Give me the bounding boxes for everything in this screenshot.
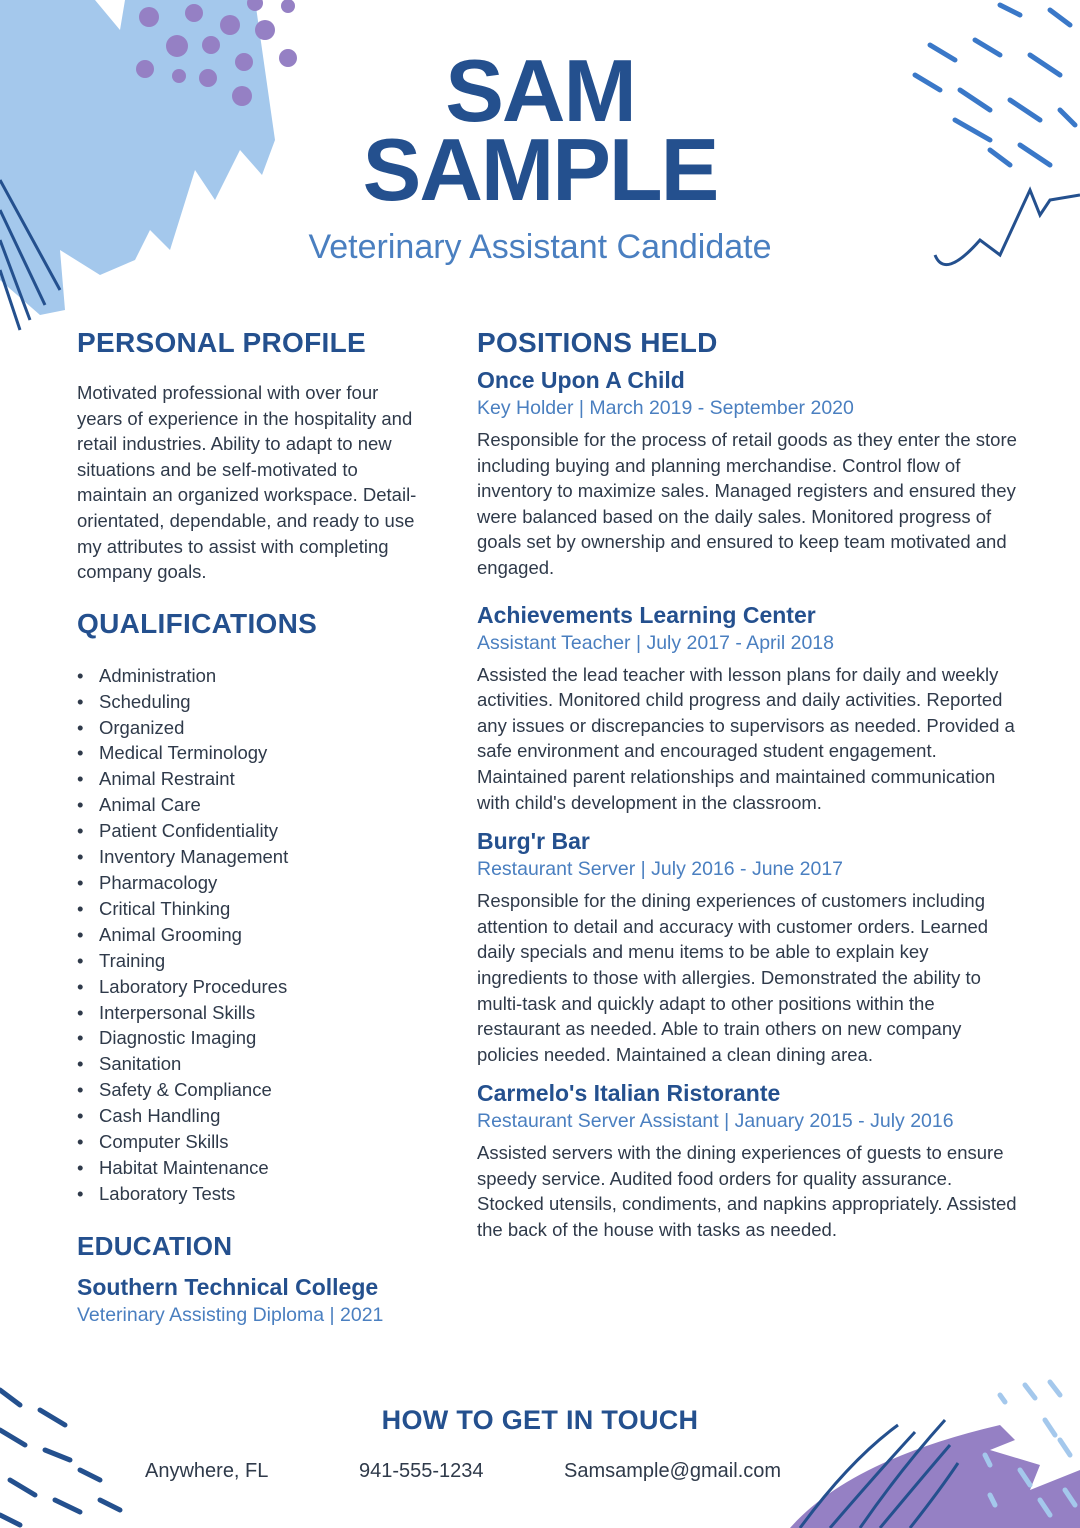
qualification-item: • Animal Grooming	[77, 922, 422, 948]
qualification-item: • Animal Restraint	[77, 766, 422, 792]
qualification-item: • Patient Confidentiality	[77, 818, 422, 844]
contact-email[interactable]: Samsample@gmail.com	[564, 1460, 782, 1482]
qualification-item: • Animal Care	[77, 792, 422, 818]
job-role: Restaurant Server | July 2016 - June 2017	[477, 858, 844, 881]
profile-heading: PERSONAL PROFILE	[77, 327, 366, 358]
job-description: Assisted the lead teacher with lesson plans for daily and weekly activities. Monitored child progress and daily activities. Reported any issues or discrepancies to supervisors as needed. Provided a safe environment and encouraged student engagement. Maintained parent relationships and maintained communication with child's development in the classroom.	[477, 663, 1015, 813]
qualification-item: • Administration	[77, 663, 422, 689]
qualification-item: • Safety & Compliance	[77, 1077, 422, 1103]
qualification-item: • Critical Thinking	[77, 896, 422, 922]
last-name: SAMPLE	[362, 120, 718, 219]
left-column	[77, 326, 422, 1334]
qualification-item: • Medical Terminology	[77, 740, 422, 766]
profile-text: Motivated professional with over four years of experience in the hospitality and retail industries. Ability to adapt to new situations and be self-motivated to maintain an organized workspace. Detail-orientated, dependable, and ready to use my attributes to assist with completing company goals.	[77, 382, 417, 583]
contact-phone[interactable]: 941-555-1234	[359, 1460, 484, 1482]
job-entry	[477, 1079, 1017, 1242]
qualification-item: • Interpersonal Skills	[77, 1000, 422, 1026]
job-entry	[477, 366, 1017, 581]
qualifications-list	[77, 663, 422, 1207]
qualification-item: • Cash Handling	[77, 1103, 422, 1129]
qualification-item: • Organized	[77, 715, 422, 741]
job-description: Assisted servers with the dining experiences of guests to ensure speedy service. Audited food orders for quality assurance. Stocked utensils, condiments, and napkins appropriately. Assisted the back of the house with tasks as needed.	[477, 1142, 1017, 1241]
qualification-item: • Computer Skills	[77, 1129, 422, 1155]
job-org: Achievements Learning Center	[477, 601, 816, 628]
job-title: Veterinary Assistant Candidate	[308, 228, 772, 266]
job-entry	[477, 827, 1017, 1067]
job-entry	[477, 601, 1017, 816]
job-role: Key Holder | March 2019 - September 2020	[477, 397, 854, 419]
job-org: Burg'r Bar	[477, 828, 590, 855]
contact-location: Anywhere, FL	[145, 1460, 269, 1482]
qualification-item: • Habitat Maintenance	[77, 1155, 422, 1181]
job-role: Assistant Teacher | July 2017 - April 2018	[477, 631, 834, 654]
qualification-item: • Training	[77, 948, 422, 974]
job-description: Responsible for the dining experiences of customers including attention to detail and accuracy with customer orders. Learned daily specials and menu items to be able to explain key ingredients to those with allergies. Demonstrated the ability to multi-task and quickly adapt to other positions within the restaurant as needed. Able to train others on new company policies needed. Maintained a clean dining area.	[477, 890, 989, 1065]
positions-heading: POSITIONS HELD	[477, 327, 718, 358]
qualification-item: • Pharmacology	[77, 870, 422, 896]
right-column	[477, 326, 1017, 1243]
qualifications-heading: QUALIFICATIONS	[77, 607, 318, 639]
qualification-item: • Sanitation	[77, 1051, 422, 1077]
qualification-item: • Laboratory Procedures	[77, 974, 422, 1000]
qualification-item: • Diagnostic Imaging	[77, 1025, 422, 1051]
first-name: SAM	[445, 41, 635, 140]
education-school: Southern Technical College	[77, 1273, 379, 1300]
job-org: Carmelo's Italian Ristorante	[477, 1080, 781, 1107]
qualification-item: • Scheduling	[77, 689, 422, 715]
qualification-item: • Laboratory Tests	[77, 1181, 422, 1207]
job-org: Once Upon A Child	[477, 367, 685, 393]
job-role: Restaurant Server Assistant | January 2015 - July 2016	[477, 1110, 954, 1133]
education-heading: EDUCATION	[77, 1230, 233, 1261]
education-detail: Veterinary Assisting Diploma | 2021	[77, 1303, 384, 1326]
qualification-item: • Inventory Management	[77, 844, 422, 870]
contact-heading: HOW TO GET IN TOUCH	[381, 1405, 699, 1435]
job-description: Responsible for the process of retail goods as they enter the store including buying and planning merchandise. Control flow of inventory to maximize sales. Managed registers and ensured they were balanced based on the daily sales. Monitored progress of goals set by ownership and ensured to keep team motivated and engaged.	[477, 429, 1017, 578]
